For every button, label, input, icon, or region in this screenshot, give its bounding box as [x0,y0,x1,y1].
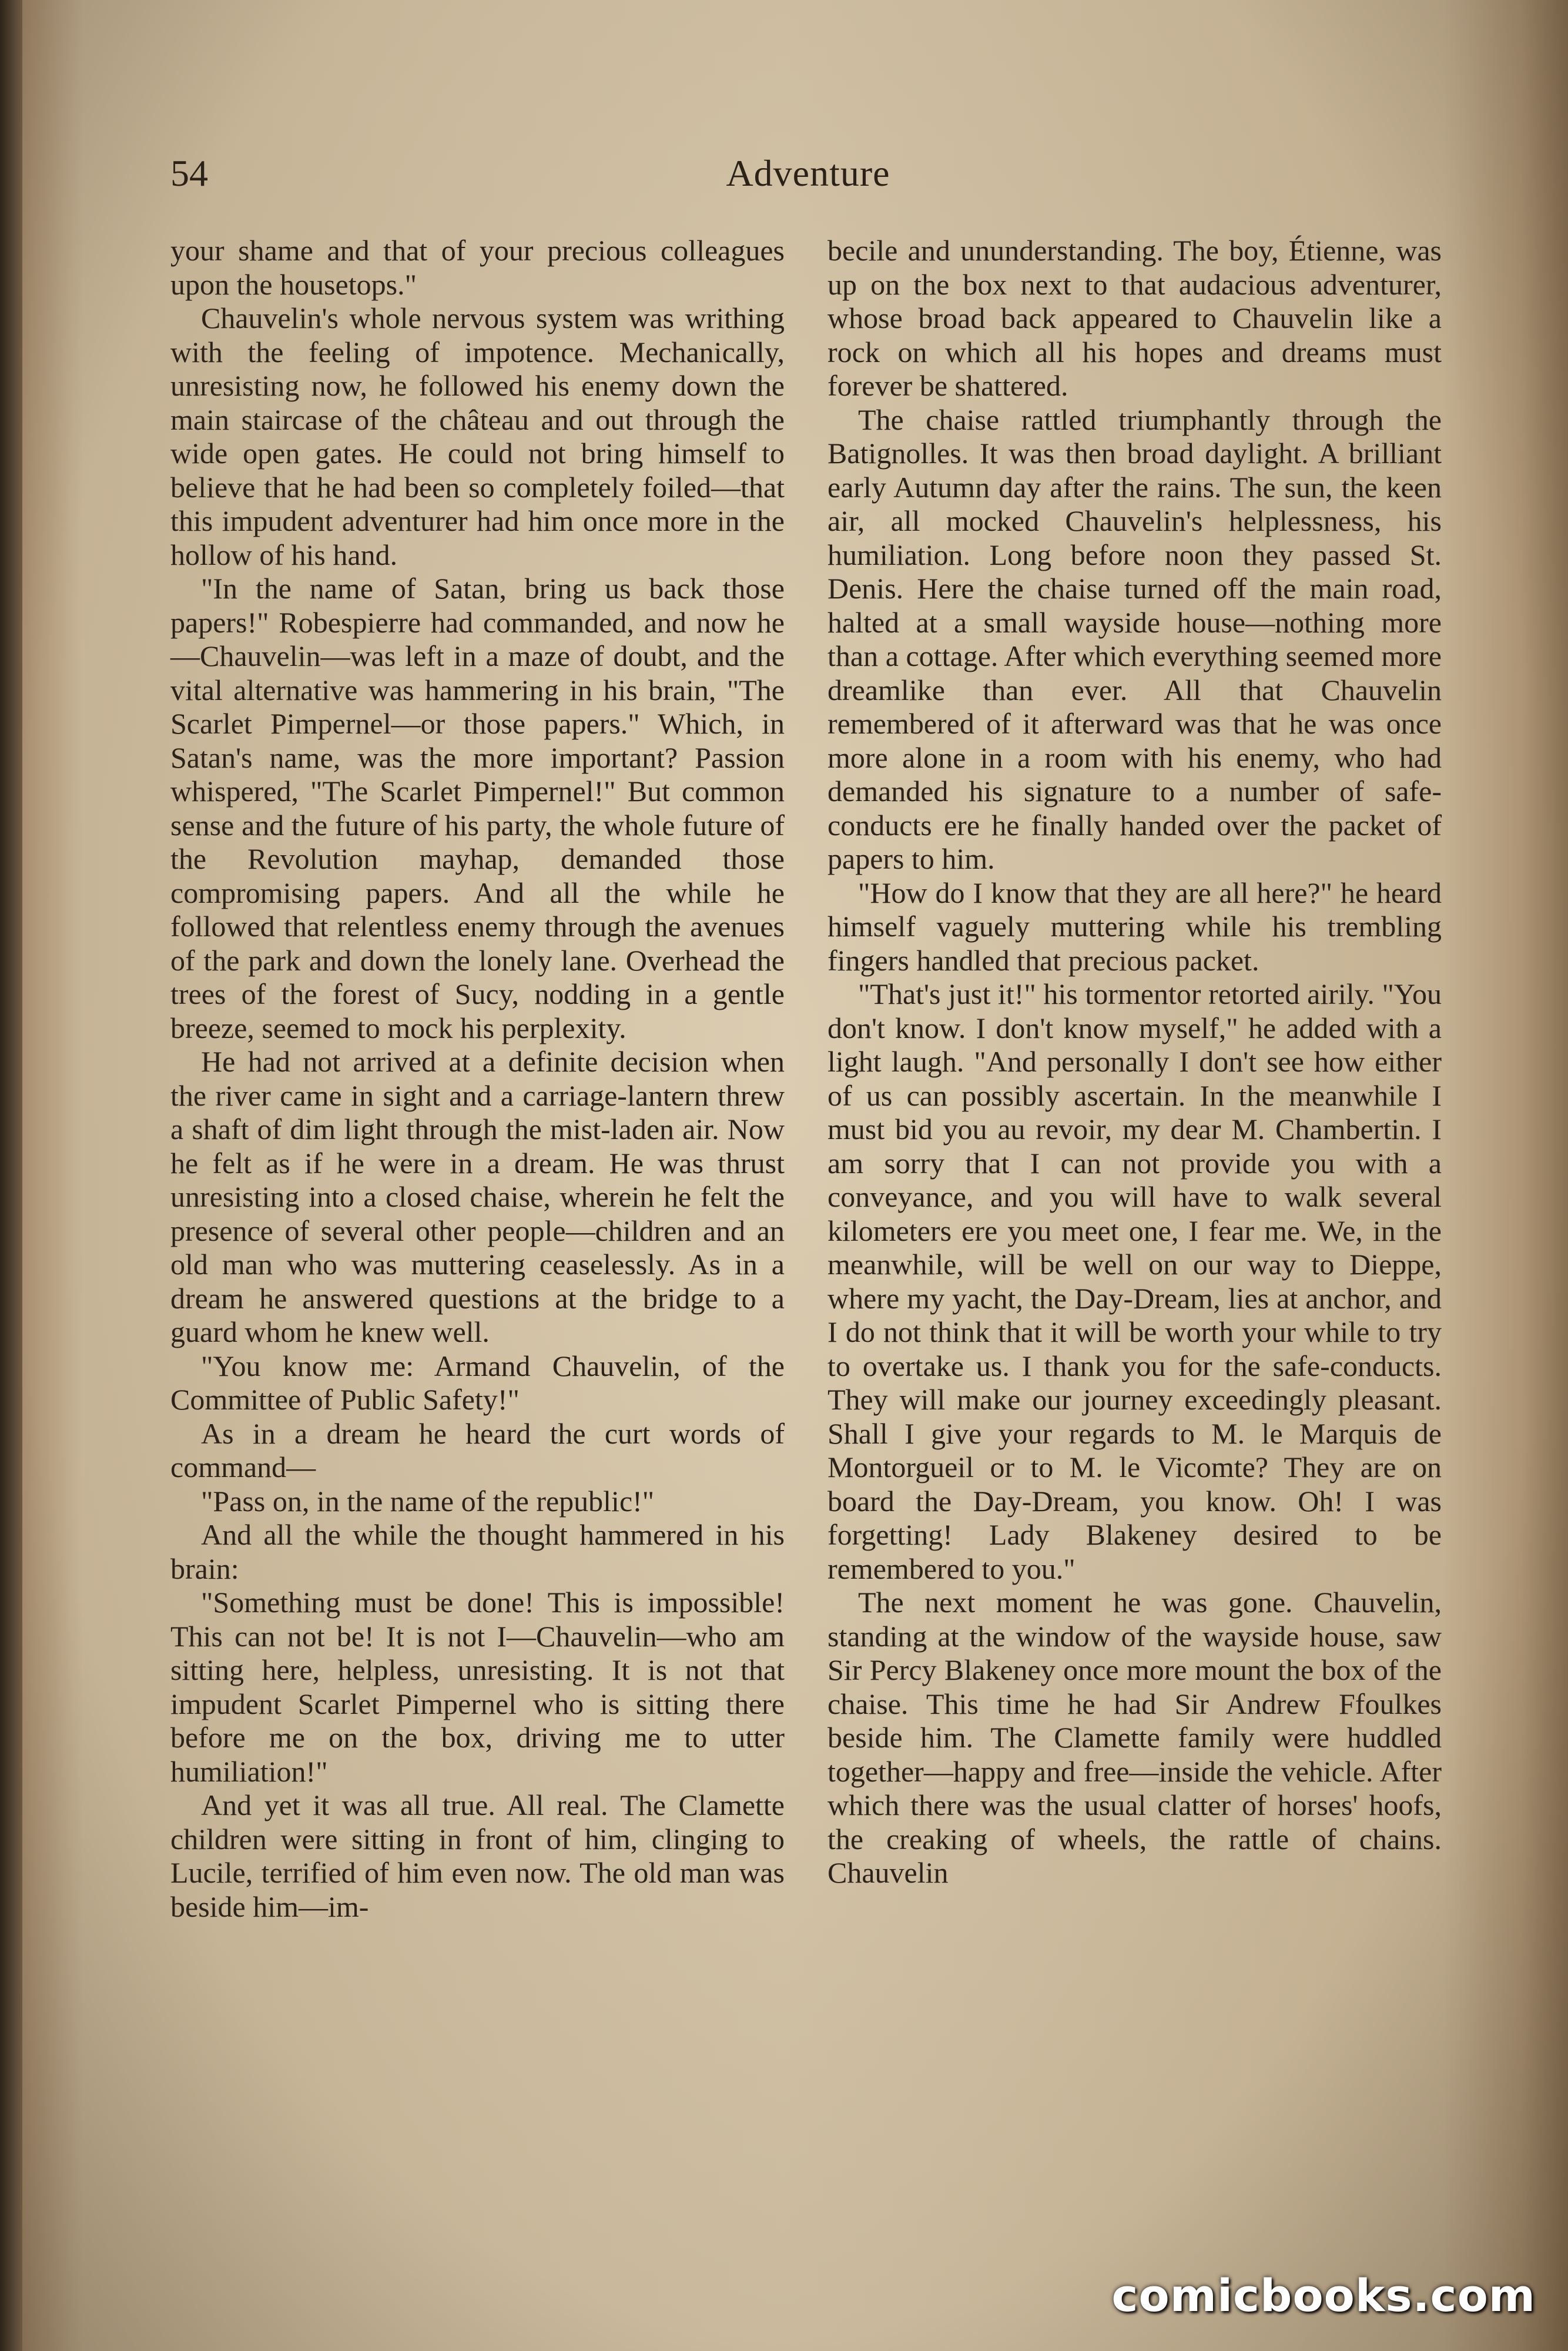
paragraph: "Something must be done! This is impossible! This can not be! It is not I—Chauvelin—who am sitting here, helpless, unresisting. It is not that impudent Scarlet Pimpernel who is sitting there before me on the box, driving me to utter humiliation!" [170,1586,785,1788]
paragraph: Chauvelin's whole nervous system was writhing with the feeling of impotence. Mechanically, unresisting now, he followed his enemy down the main staircase of the château and out through the wide open gates. He could not bring himself to believe that he had been so completely foiled—that this impudent adventurer had him once more in the hollow of his hand. [170,302,785,571]
paragraph: your shame and that of your precious colleagues upon the housetops." [170,234,785,301]
paragraph: And yet it was all true. All real. The Clamette children were sitting in front of him, clinging to Lucile, terrified of him even now. The old man was beside him—im- [170,1789,785,1923]
left-column [170,234,785,1924]
book-spine-shadow [0,0,22,2351]
paragraph: "In the name of Satan, bring us back those papers!" Robespierre had commanded, and now he—Chauvelin—was left in a maze of doubt, and the vital alternative was hammering in his brain, "The Scarlet Pimpernel—or those papers." Which, in Satan's name, was the more important? Passion whispered, "The Scarlet Pimpernel!" But common sense and the future of his party, the whole future of the Revolution mayhap, demanded those compromising papers. And all the while he followed that relentless enemy through the avenues of the park and down the lonely lane. Overhead the trees of the forest of Sucy, nodding in a gentle breeze, seemed to mock his perplexity. [170,572,785,1044]
paragraph: "That's just it!" his tormentor retorted airily. "You don't know. I don't know myself," he added with a light laugh. "And personally I don't see how either of us can possibly ascertain. In the meanwhile I must bid you au revoir, my dear M. Chambertin. I am sorry that I can not provide you with a conveyance, and you will have to walk several kilometers ere you meet one, I fear me. We, in the meanwhile, will be well on our way to Dieppe, where my yacht, the Day-Dream, lies at anchor, and I do not think that it will be worth your while to try to overtake us. I thank you for the safe-conducts. They will make our journey exceedingly pleasant. Shall I give your regards to M. le Marquis de Montorgueil or to M. le Vicomte? They are on board the Day-Dream, you know. Oh! I was forgetting! Lady Blakeney desired to be remembered to you." [827,977,1442,1585]
paragraph: He had not arrived at a definite decision when the river came in sight and a carriage-lantern threw a shaft of dim light through the mist-laden air. Now he felt as if he were in a dream. He was thrust unresisting into a closed chaise, wherein he felt the presence of several other people—children and an old man who was muttering ceaselessly. As in a dream he answered questions at the bridge to a guard whom he knew well. [170,1045,785,1348]
paragraph: As in a dream he heard the curt words of command— [170,1416,785,1483]
paragraph: The chaise rattled triumphantly through the Batignolles. It was then broad daylight. A brilliant early Autumn day after the rains. The sun, the keen air, all mocked Chauvelin's helplessness, his humiliation. Long before noon they passed St. Denis. Here the chaise turned off the main road, halted at a small wayside house—nothing more than a cottage. After which everything seemed more dreamlike than ever. All that Chauvelin remembered of it afterward was that he was once more alone in a room with his enemy, who had demanded his signature to a number of safe-conducts ere he finally handed over the packet of papers to him. [827,403,1442,875]
paragraph: "How do I know that they are all here?" he heard himself vaguely muttering while his trembling fingers handled that precious packet. [827,876,1442,977]
page-number: 54 [170,152,208,194]
running-title: Adventure [726,152,890,194]
paragraph: And all the while the thought hammered in his brain: [170,1518,785,1585]
paragraph: The next moment he was gone. Chauvelin, standing at the window of the wayside house, saw Sir Percy Blakeney once more mount the box of the chaise. This time he had Sir Andrew Ffoulkes beside him. The Clamette family were huddled together—happy and free—inside the vehicle. After which there was the usual clatter of horses' hoofs, the creaking of wheels, the rattle of chains. Chauvelin [827,1586,1442,1889]
paragraph: becile and ununderstanding. The boy, Étienne, was up on the box next to that audacious adventurer, whose broad back appeared to Chauvelin like a rock on which all his hopes and dreams must forever be shattered. [827,234,1442,402]
paragraph: "Pass on, in the name of the republic!" [201,1484,655,1518]
site-watermark: comicbooks.com [1111,2269,1536,2322]
page-header [170,152,1446,199]
right-column [827,234,1442,1890]
paragraph: "You know me: Armand Chauvelin, of the Committee of Public Safety!" [170,1349,785,1416]
